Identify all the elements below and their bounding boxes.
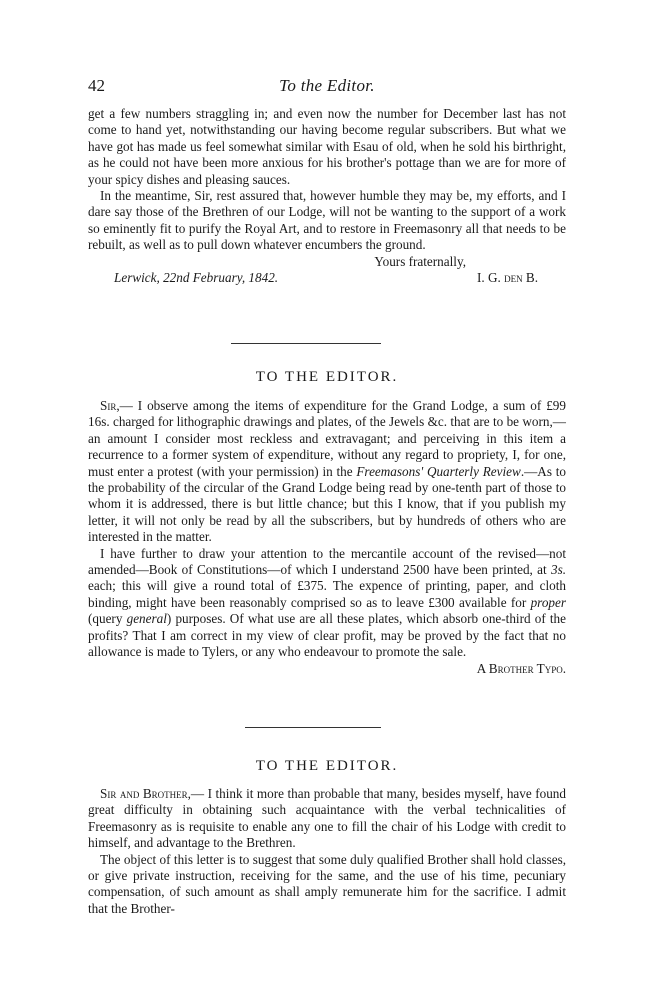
- price-each: 3s.: [550, 562, 566, 578]
- letter1-signature-line: [88, 270, 566, 286]
- letter2-paragraph-2-text-b: each; this will give a round total of £375. The expence of printing, paper, and cloth binding, might have been reasonably comprised so as to leave £300 available for: [88, 578, 566, 610]
- letter2-paragraph-2-text-c: (query: [88, 611, 127, 627]
- letter3-salutation: Sir and Brother,: [100, 786, 191, 801]
- letter1-closing: Yours fraternally,: [374, 253, 466, 269]
- letter1-paragraph-2: In the meantime, Sir, rest assured that, however humble they may be, my efforts, and I dare say those of the Brethren of our Lodge, will not be wanting to the support of a work so eminently fit to purify the Royal Art, and to restore in Freemasonry all that needs to be rebuilt, as well as to pull down whatever encumbers the ground.: [88, 188, 566, 253]
- letter3-body: [88, 786, 566, 917]
- letter2-paragraph-1-text-a: — I observe among the items of expenditure for the Grand Lodge, a sum of £99 16s. charged for lithographic drawings and plates, of the Jewels &c. that are to be worn,—an amount I consider most reckless and extravagant; and perceiving in this item a recurrence to a former system of expenditure, without any regard to propriety, I, for one, must enter a protest (with your permission) in the: [88, 398, 566, 479]
- letter3-heading: TO THE EDITOR.: [255, 758, 399, 774]
- letter2-salutation: Sir,: [100, 398, 120, 413]
- letter2-signature: A Brother Typo.: [476, 660, 566, 676]
- letter2-paragraph-1-text-b: .—As to the probability of the circular of the Grand Lodge being read by one-tenth part of those to whom it is addressed, there is but little chance; but this I know, that if you publish my letter, it will not only be read by all the subscribers, but by hundreds of others who are interested in the matter.: [88, 463, 566, 545]
- letter1-paragraph-1: get a few numbers straggling in; and even now the number for December last has not come to hand yet, notwithstanding our having become regular subscribers. But what we have got has made us feel somewhat similar with Esau of old, when he sold his birthright, as he could not have been more anxious for his brother's pottage than we are for more of your spicy dishes and pleasing sauces.: [88, 106, 566, 187]
- running-head: [88, 76, 566, 98]
- review-title: Freemasons' Quarterly Review: [356, 463, 521, 479]
- section-divider-1: [231, 343, 381, 344]
- running-title: To the Editor.: [279, 76, 375, 95]
- section-divider-2: [245, 727, 381, 728]
- letter2-paragraph-2: [88, 546, 566, 661]
- letter3-paragraph-1-text: — I think it more than probable that many, besides myself, have found great difficulty in obtaining such acquaintance with the verbal technicalities of Freemasonry as is requisite to enable any one to fill the chair of his Lodge with credit to himself, and advantage to the Brethren.: [88, 786, 566, 851]
- letter1-signature: I. G. den B.: [477, 270, 538, 286]
- page-number: 42: [88, 76, 105, 95]
- letter3-paragraph-2: The object of this letter is to suggest that some duly qualified Brother shall hold classes, or give private instruction, receiving for the same, and the use of his time, pecuniary compensation, of such amount as shall amply remunerate him for the sacrifice. I admit that the Brother-: [88, 851, 566, 916]
- letter2-paragraph-2-text-a: I have further to draw your attention to the mercantile account of the revised—not amended—Book of Constitutions—of which I understand 2500 have been printed, at: [88, 545, 566, 578]
- letter1-place-date: Lerwick, 22nd February, 1842.: [114, 270, 279, 286]
- letter2-paragraph-2-text-d: ) purposes. Of what use are all these plates, which absorb one-third of the profits? That I am correct in my view of clear profit, may be proved by the fact that no allowance is made to Tylers, or any who endeavour to promote the sale.: [88, 611, 566, 660]
- letter2-heading: TO THE EDITOR.: [255, 369, 399, 385]
- general-word: general: [126, 611, 167, 627]
- letter2-body: [88, 398, 566, 677]
- proper-word: proper: [530, 594, 566, 610]
- letter3-paragraph-1: [88, 786, 566, 852]
- letter1-body: [88, 106, 566, 286]
- letter2-paragraph-1: [88, 398, 566, 546]
